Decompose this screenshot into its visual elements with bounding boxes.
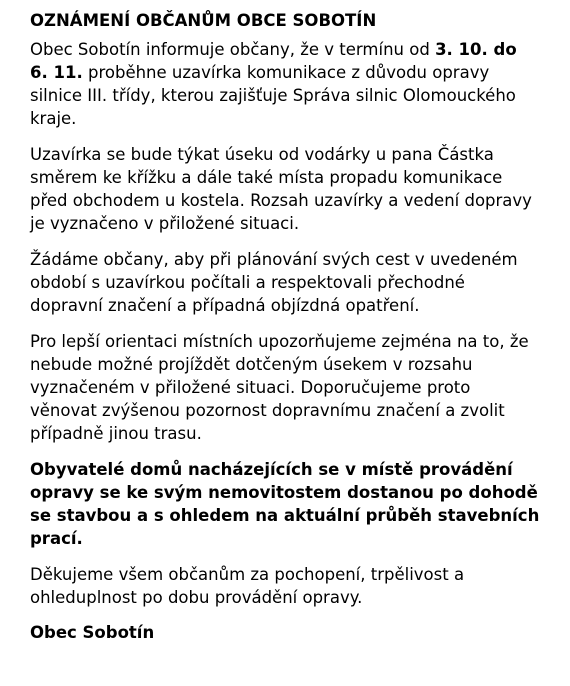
paragraph-closure-dates: [30, 38, 540, 130]
paragraph-closure-reason: proběhne uzavírka komunikace z důvodu opravy silnice III. třídy, kterou zajišťuje Správa silnic Olomouckého kraje.: [30, 63, 516, 128]
closure-dates: 3. 10. do 6. 11.: [30, 40, 517, 82]
notice-title: OZNÁMENÍ OBČANŮM OBCE SOBOTÍN: [30, 11, 377, 30]
paragraph-thanks: Děkujeme všem občanům za pochopení, trpělivost a ohleduplnost po dobu provádění opravy.: [30, 565, 465, 607]
paragraph-orientation: Pro lepší orientaci místních upozorňujeme zejména na to, že nebude možné projíždět dotčeným úsekem v rozsahu vyznačeném v přiložené situaci. Doporučujeme proto věnovat zvýšenou pozornost dopravnímu značení a zvolit případně jinou trasu.: [30, 332, 529, 443]
signature: Obec Sobotín: [30, 623, 155, 642]
paragraph-residents-access: Obyvatelé domů nacházejících se v místě provádění opravy se ke svým nemovitostem dostanou po dohodě se stavbou a s ohledem na aktuální průběh stavebních prací.: [30, 460, 540, 548]
paragraph-closure-intro: Obec Sobotín informuje občany, že v termínu od: [30, 40, 436, 59]
paragraph-request: Žádáme občany, aby při plánování svých cest v uvedeném období s uzavírkou počítali a respektovali přechodné dopravní značení a případná objízdná opatření.: [30, 250, 518, 315]
paragraph-closure-section: Uzavírka se bude týkat úseku od vodárky u pana Částka směrem ke křížku a dále také místa propadu komunikace před obchodem u kostela. Rozsah uzavírky a vedení dopravy je vyznačeno v přiložené situaci.: [30, 145, 532, 233]
